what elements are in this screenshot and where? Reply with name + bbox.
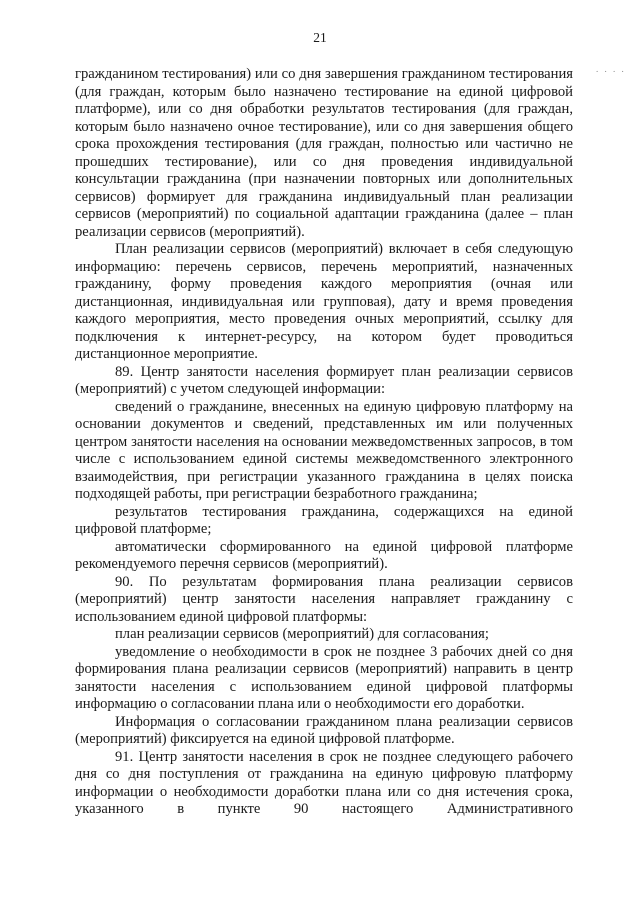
- page-number: 21: [313, 30, 327, 45]
- margin-mark: . . . .: [596, 64, 626, 74]
- paragraph: 90. По результатам формирования плана реализации сервисов (мероприятий) центр занятости населения направляет гражданину с использованием единой цифровой платформы:: [75, 573, 573, 625]
- paragraph: гражданином тестирования) или со дня завершения гражданином тестирования (для граждан, которым было назначено тестирование на единой цифровой платформе), или со дня обработки результатов тестирования (для граждан, которым было назначено очное тестирование), или со дня завершения общего срока прохождения тестирования (для граждан, полностью или частично не прошедших тестирование), или со дня проведения индивидуальной консультации гражданина (при назначении повторных или дополнительных сервисов) формирует для гражданина индивидуальный план реализации сервисов (мероприятий) по социальной адаптации гражданина (далее – план реализации сервисов (мероприятий).: [75, 66, 573, 240]
- paragraph: 89. Центр занятости населения формирует план реализации сервисов (мероприятий) с учетом следующей информации:: [75, 363, 573, 397]
- paragraph: 91. Центр занятости населения в срок не позднее следующего рабочего дня со дня поступления от гражданина на единую цифровую платформу информации о необходимости доработки плана или со дня истечения срока, указанного в пункте 90 настоящего Административного: [75, 748, 573, 817]
- paragraph: план реализации сервисов (мероприятий) для согласования;: [115, 626, 489, 642]
- paragraph: уведомление о необходимости в срок не позднее 3 рабочих дней со дня формирования плана реализации сервисов (мероприятий) направить в центр занятости населения с использованием единой цифровой платформы информацию о согласовании плана или о необходимости его доработки.: [75, 643, 573, 712]
- body-text: [75, 66, 573, 819]
- paragraph: автоматически сформированного на единой цифровой платформе рекомендуемого перечня сервисов (мероприятий).: [75, 538, 573, 572]
- paragraph: Информация о согласовании гражданином плана реализации сервисов (мероприятий) фиксируется на единой цифровой платформе.: [75, 713, 573, 747]
- paragraph: сведений о гражданине, внесенных на единую цифровую платформу на основании документов и сведений, представленных им или полученных центром занятости населения на основании межведомственных запросов, в том числе с использованием единой системы межведомственного электронного взаимодействия, при регистрации указанного гражданина в целях поиска подходящей работы, при регистрации безработного гражданина;: [75, 398, 573, 502]
- paragraph: План реализации сервисов (мероприятий) включает в себя следующую информацию: перечень сервисов, перечень мероприятий, назначенных гражданину, форму проведения каждого мероприятия (очная или дистанционная, индивидуальная или групповая), дату и время проведения каждого мероприятия, место проведения очных мероприятий, ссылку для подключения к интернет-ресурсу, на котором будет проводиться дистанционное мероприятие.: [75, 241, 573, 362]
- paragraph: результатов тестирования гражданина, содержащихся на единой цифровой платформе;: [75, 503, 573, 537]
